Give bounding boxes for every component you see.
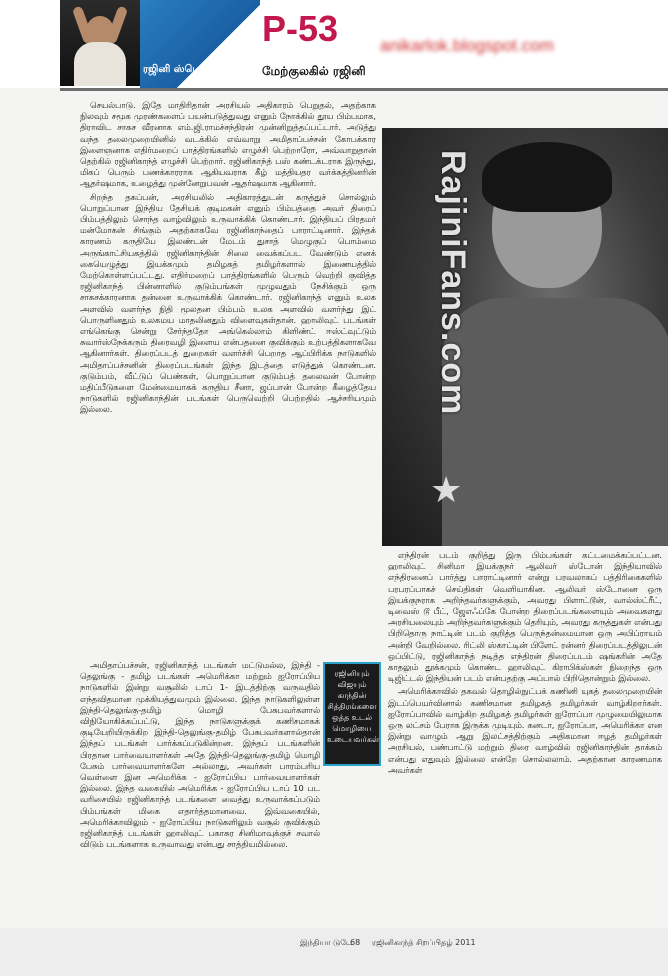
pull-quote-box: ரஜினியும் விஜயும் காந்தின் சித்திரங்களை ஒத்த உடல் மொழியை உடையவர்கள் bbox=[323, 662, 381, 766]
paragraph: அமிதாப்பச்சன், ரஜினிகாந்த் படங்கள் மட்டுமல்ல, இந்தி - தெலுங்கு - தமிழ் படங்கள் அமெரிக்கா மற்றும் ஐரோப்பிய நாடுகளில் இன்று வசூலில் டாப் 1- இடத்திற்கு வருவதில் எந்தவிதமான முக்கியத்துவமும் இல்லை. இந்த நாடுகளிலுள்ள இந்தி-தெலுங்கு-தமிழ் மொழி பேசுபவர்களால் விநியோகிக்கப்பட்டு, இந்த நாடுகளுக்குக் கணிசமாகக் குடியேறியிருக்கிற இந்தி-தெலுங்கு-தமிழ் பேசுபவர்களால்தான் இந்தப் படங்கள் பார்க்கப்படுகின்றன. இந்தப் படங்களின் பிரதான பார்வையாளர்கள் அதே இந்தி-தெலுங்கு-தமிழ் மொழி பேசும் பார்வையாளர்களே அல்லாது, அவர்கள் பாரம்பரிய வெள்ளை இன அமெரிக்க - ஐரோப்பிய பார்வையாளர்கள் இல்லை. இந்த வகையில் அமெரிக்க - ஐரோப்பிய டாப் 10 பட வரிசையில் ரஜினிகாந்த் படங்களை வைத்து உருவாக்கப்படும் பிம்பங்கள் மிகை எதார்த்தமானவை. இவ்வகையில், அமெரிக்காவிலும் - ஐரோப்பிய நாடுகளிலும் வசூல் குவிக்கும் ரஜினிகாந்த் படங்கள் ஹாலிவுட் பகாசுர சினிமாவுக்குச் சவால் விடும் படங்களாக உருவாவது என்பது சாத்தியமில்லை. bbox=[80, 660, 320, 850]
rajinikanth-photo bbox=[382, 128, 668, 546]
section-label: ரஜினி ஸ்பெஷல் bbox=[143, 64, 220, 75]
paragraph: செயல்பாடு. இதே மாதிரிதான் அரசியல் அதிகாரம் பெறுதல், அதற்காக நிலவும் சமூக முரண்களைப் பயன்படுத்துவது எனும் நோக்கில் தூய பிம்பமாக, திராவிட சாகச வீரனாக எம்.ஜி.ராமச்சந்திரன் முன்னிறுத்தப்பட்டார். அடுத்து வந்த தலைமுறையினில் வடக்கில் எவ்வாறு அமிதாப்பச்சன் கோபக்கார இளைஞனாக எதிர்மறைப் பாத்திரங்களில் எழுச்சி பெற்றாரோ, அவ்வாறுதான் தெற்கில் ரஜினிகாந்த் எழுச்சி பெற்றார். ரஜினிகாந்த் பஸ் கண்டக்டராக இருந்து, மிகப் பெரும் பணக்காரராக ஆகியவராக கீழ் மத்தியதர வர்க்கத்தினரின் ஆதர்ஷமாக, உழைத்து முன்னேறுபவன் ஆதர்ஷமாக ஆகினார். bbox=[80, 100, 376, 189]
footer-magazine: இந்தியா டுடே bbox=[300, 938, 353, 947]
watermark: RajiniFans.com bbox=[434, 150, 472, 416]
page-number-overlay: P-53 bbox=[262, 8, 339, 49]
footer-page-number: 68 bbox=[350, 938, 361, 947]
blurred-url: anikarlok.blogspot.com bbox=[380, 36, 554, 55]
footer-issue: ரஜினிகாந்த் சிறப்பிதழ் 2011 bbox=[372, 938, 476, 947]
page-footer bbox=[0, 928, 668, 976]
paragraph: சிறந்த தகப்பன், அரசியலில் அதிகாரத்துடன் கருத்துச் சொல்லும் பொறுப்பான இந்திய தேசியக் குடிமகன் எனும் பிம்பத்தை அவர் திரைப் பிம்பத்திலும் சொந்த வாழ்விலும் உருவாக்கிக் கொண்டார். இந்தியப் பிரதமர் மன்மோகன் சிங்கும் அதற்காகவே ரஜினிகாந்தைப் பாராட்டினார். இந்தக் காரணம் கருதியே இலண்டன் மேடம் துசாத் மெழுகுப் பொம்மை அருங்காட்சியகத்தில் ரஜினிகாந்தின் சிலை வைக்கப்பட வேண்டும் எனக் கையெழுத்து இயக்கமும் தமிழகத் தமிழர்களால் இணையத்தில் மேற்கொள்ளப்பட்டது. எதிர்மறைப் பாத்திரங்களில் பெரும் வெற்றி குவித்த ரஜினிகாந்த் பின்னாளில் குடும்பங்கள் முழுவதும் நேசிக்கும் ஒரு சாகசக்காரனாக தன்னை உருவாக்கிக் கொண்டார். ரஜினிகாந்த் எனும் உலக அளவில் வளர்ந்த நிதி மூலதன பிம்பம் உலக அளவில் வளர்ந்து இட் பொருளினதும் உலகமய மாதலினதும் விளைவுகள்தான். ஹாலிவுட் படங்கள் எங்கெங்கு சென்று சேர்ந்ததோ அங்கெல்லாம் கிளிண்ட் ஈஸ்ட்வுட்டும் சுவார்ஸ்நேக்கரும் திரைவழி இளைய என்பதனை குவிக்கும் உற்பத்திகளாகவே ஆகினார்கள். திரைப்படத் துறைகள் வளர்ச்சி பெறாத ஆப்பிரிக்க நாடுகளில் அமிதாப்பச்சனின் திரைப்படங்கள் இந்த இடத்தை எடுத்துக் கொண்டன. குடும்பம், வீட்டுப் பெண்கள், பொறுப்பான குடும்பத் தலைவன் போன்ற மதிப்பீடுகளை மேன்மையாகக் கருதிய சீனா, ஜப்பான் போன்ற கீழைத்தேய நாடுகளில் ரஜினிகாந்தின் படங்கள் பெருவெற்றி பெற்றதில் ஆச்சரியமும் இல்லை. bbox=[80, 191, 376, 415]
paragraph: அமெரிக்காவில் தகவல் தொழில்நுட்பக் கணினி யுகத் தலைமுறையின் இடப்பெயர்வினால் கணிசமான தமிழகத் தமிழர்கள் வாழ்கிறார்கள். ஐரோப்பாவில் வாழ்கிற தமிழகத் தமிழர்கள் ஐரோப்பா முழுமையிலுமாக ஒரு லட்சம் பேராக இருக்க முடியும். கனடா, ஐரோப்பா, அமெரிக்கா என இன்று வாழும் ஆறு இலட்சத்திற்கும் அதிகமான ஈழத் தமிழர்கள் அரசியல், பண்பாட்டு மற்றும் திரை வாழ்வில் ரஜினிகாந்தின் தாக்கம் என்பது எதுவும் இல்லை என்றே சொல்லலாம். அதற்கான காரணமாக அவர்கள் bbox=[388, 686, 662, 775]
header-divider bbox=[60, 88, 668, 91]
right-column-lower bbox=[388, 550, 662, 920]
left-column-upper bbox=[80, 100, 376, 656]
paragraph: எந்திரன் படம் குறித்து இரு பிம்பங்கள் கட்டமைக்கப்பட்டன. ஹாலிவுட் சினிமா இயக்குநர் ஆலிவர் ஸ்டோன் இந்தியாவில் எந்திரனைப் பார்த்து பாராட்டினார் என்று பரவலாகப் பத்திரிகைகளில் பரபரப்பாகச் செய்திகள் வெளியாகின. ஆலிவர் ஸ்டோனை ஒரு இயக்குநராக அறிந்தவர்களுக்கும், அவரது பிளாட்டூன், வால்ஸ்ட்ரீட், டிவைஸ் டூ பீட், ஜேஎஃப்கே போன்ற திரைப்படங்களையும் அவைகளது அரசியலையும் அறிந்தவர்களுக்கும் தெரியும், அவரது கருத்துகள் என்பது பிறிதொரு நாட்டின் படம் குறித்த பெருந்தன்மையான ஒரு அபிப்ராயம் அன்றி வேறில்லை. ரிட்லி ஸ்காட்டின் பிளேட் ரன்னர் திரைப்படத்திலுடன் ஒப்பிட்டு, ரஜினிகாந்த் நடித்த எந்திரன் திரைப்படம் ஷங்கரின் அதே காதலும் தூக்கமும் கொண்ட ஹாலிவுட் கிராபிக்ஸ்கள் நிறைந்த ஒரு டிஜிட்டல் இந்தியன் படம் என்பதற்கு அப்பால் பிறிதொன்றும் இல்லை. bbox=[388, 550, 662, 684]
article-title: மேற்குலகில் ரஜினி bbox=[262, 64, 366, 78]
left-column-lower bbox=[80, 660, 320, 922]
header-portrait-image bbox=[60, 0, 140, 86]
star-logo-icon: ★ bbox=[430, 470, 463, 511]
